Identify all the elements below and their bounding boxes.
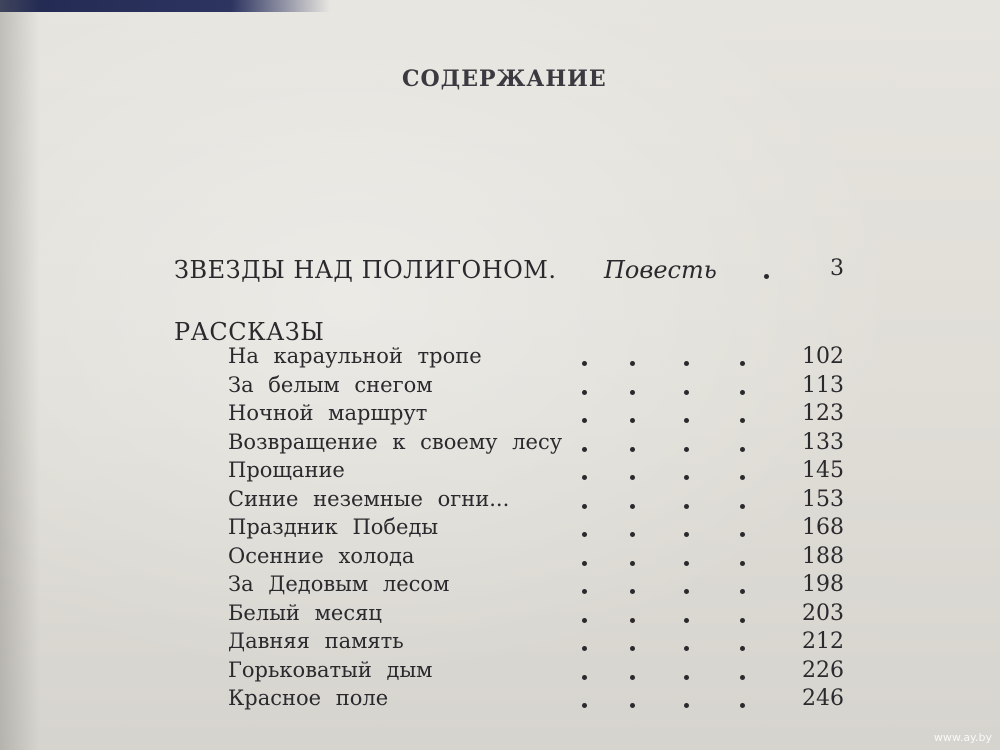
leader-dot [630, 532, 635, 537]
leader-dot [582, 589, 587, 594]
toc-row [228, 401, 844, 429]
leader-dot [740, 475, 745, 480]
leader-dot [684, 504, 689, 509]
leader-dot [684, 532, 689, 537]
toc-row [228, 515, 844, 543]
leader-dot [582, 618, 587, 623]
leader-dot [630, 418, 635, 423]
leader-dot [740, 361, 745, 366]
leader-dot [684, 561, 689, 566]
leader-dot [740, 561, 745, 566]
leader-dot [684, 447, 689, 452]
story-page-number: 203 [802, 600, 844, 626]
leader-dot [630, 504, 635, 509]
story-title: Праздник Победы [228, 515, 439, 539]
toc-row [228, 430, 844, 458]
story-page-number: 123 [802, 401, 844, 426]
story-title: Белый месяц [228, 600, 382, 625]
page-heading: СОДЕРЖАНИЕ [402, 66, 607, 92]
leader-dot [582, 561, 587, 566]
leader-dot [630, 361, 635, 366]
story-page-number: 246 [802, 686, 844, 711]
story-title: Возвращение к своему лесу [228, 429, 563, 454]
leader-dot [740, 418, 745, 423]
leader-dot [582, 361, 587, 366]
leader-dot [740, 618, 745, 623]
leader-dot [630, 561, 635, 566]
novel-genre: Повесть [604, 256, 717, 284]
leader-dot [684, 418, 689, 423]
toc-row [228, 487, 844, 515]
watermark: www.ay.by [933, 731, 992, 744]
section-title: РАССКАЗЫ [174, 318, 325, 346]
leader-dot [582, 504, 587, 509]
leader-dot [684, 618, 689, 623]
toc-row [228, 658, 844, 686]
leader-dot [630, 675, 635, 680]
novel-title: ЗВЕЗДЫ НАД ПОЛИГОНОМ. [174, 256, 557, 284]
leader-dot [740, 532, 745, 537]
story-title: Ночной маршрут [228, 401, 428, 425]
toc-row [228, 572, 844, 600]
story-page-number: 153 [802, 486, 844, 512]
leader-dot [740, 646, 745, 651]
toc-row [228, 458, 844, 486]
story-title: Прощание [228, 458, 345, 482]
toc-novel-entry [174, 256, 844, 290]
leader-dot [740, 703, 745, 708]
leader-dot [582, 418, 587, 423]
leader-dot [684, 646, 689, 651]
leader-dot [630, 475, 635, 480]
toc-row [228, 629, 844, 657]
story-title: Синие неземные огни... [228, 486, 510, 511]
leader-dot [582, 390, 587, 395]
story-page-number: 188 [802, 543, 844, 569]
story-page-number: 145 [802, 458, 844, 483]
leader-dot [684, 390, 689, 395]
leader-dot [582, 646, 587, 651]
leader-dot [740, 390, 745, 395]
toc-row [228, 344, 844, 372]
leader-dot [740, 589, 745, 594]
story-page-number: 168 [802, 515, 844, 540]
page-shadow [0, 0, 40, 750]
leader-dot [740, 447, 745, 452]
story-title: Красное поле [228, 686, 389, 710]
story-title: Давняя память [228, 629, 404, 653]
toc-row [228, 373, 844, 401]
leader-dot [582, 475, 587, 480]
story-title: Осенние холода [228, 543, 415, 568]
leader-dot [630, 390, 635, 395]
story-title: За белым снегом [228, 372, 433, 397]
leader-dot [684, 361, 689, 366]
leader-dot [684, 675, 689, 680]
story-page-number: 102 [802, 344, 844, 369]
leader-dot [684, 703, 689, 708]
story-title: На караульной тропе [228, 344, 482, 368]
leader-dot [630, 618, 635, 623]
story-page-number: 133 [802, 429, 844, 455]
leader-dot [582, 532, 587, 537]
leader-dot [740, 504, 745, 509]
story-page-number: 198 [802, 572, 844, 597]
leader-dot [582, 703, 587, 708]
leader-dot [684, 475, 689, 480]
story-page-number: 226 [802, 657, 844, 683]
leader-dot [630, 589, 635, 594]
leader-dot [582, 675, 587, 680]
toc-row [228, 686, 844, 714]
toc-row [228, 544, 844, 572]
leader-dot [582, 447, 587, 452]
leader-dot [684, 589, 689, 594]
leader-dot [630, 447, 635, 452]
leader-dot [630, 646, 635, 651]
novel-page-number: 3 [830, 256, 844, 281]
leader-dot [630, 703, 635, 708]
toc-row [228, 601, 844, 629]
leader-dot [740, 675, 745, 680]
story-page-number: 212 [802, 629, 844, 654]
book-cover-edge [0, 0, 330, 12]
story-title: Горьковатый дым [228, 657, 433, 682]
story-page-number: 113 [802, 372, 844, 398]
story-title: За Дедовым лесом [228, 572, 450, 596]
